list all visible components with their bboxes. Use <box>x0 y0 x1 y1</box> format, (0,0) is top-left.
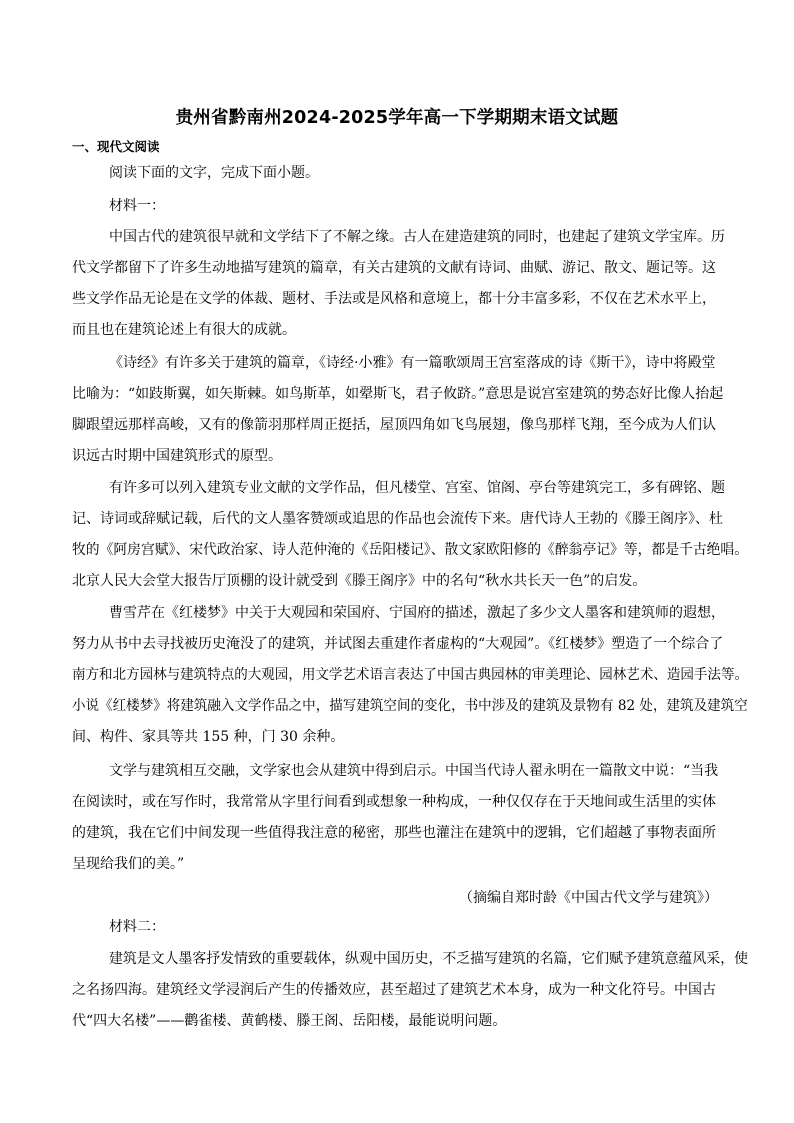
text-line: 小说《红楼梦》将建筑融入文学作品之中，描写建筑空间的变化，书中涉及的建筑及景物有 82 处，建筑及建筑空 <box>72 698 748 714</box>
instruction-line: 阅读下面的文字，完成下面小题。 <box>109 165 319 181</box>
text-line: 的建筑，我在它们中间发现一些值得我注意的秘密，那些也灌注在建筑中的逻辑，它们超越了事物表面所 <box>72 825 716 841</box>
text-line: 中国古代的建筑很早就和文学结下了不解之缘。古人在建造建筑的同时，也建起了建筑文学宝库。历 <box>109 229 725 245</box>
text-line: 在阅读时，或在写作时，我常常从字里行间看到或想象一种构成，一种仅仅存在于天地间或生活里的实体 <box>72 794 716 810</box>
text-line: 努力从书中去寻找被历史淹没了的建筑，并试图去重建作者虚构的“大观园”。《红楼梦》塑造了一个综合了 <box>72 636 724 652</box>
text-line: 代文学都留下了许多生动地描写建筑的篇章，有关古建筑的文献有诗词、曲赋、游记、散文、题记等。这 <box>72 260 716 276</box>
text-line: 代“四大名楼”——鹳雀楼、黄鹤楼、滕王阁、岳阳楼，最能说明问题。 <box>72 1013 507 1029</box>
source-citation: （摘编自郑时龄《中国古代文学与建筑》） <box>459 890 718 906</box>
text-line: 南方和北方园林与建筑特点的大观园，用文学艺术语言表达了中国古典园林的审美理论、园林艺术、造园手法等。 <box>72 667 748 683</box>
page-title: 贵州省黔南州2024-2025学年高一下学期期末语文试题 <box>175 108 619 128</box>
text-line: 脚跟望远那样高峻，又有的像箭羽那样周正挺括，屋顶四角如飞鸟展翅，像鸟那样飞翔，至今成为人们认 <box>72 417 716 433</box>
section-heading: 一、现代文阅读 <box>72 139 160 154</box>
text-line: 文学与建筑相互交融，文学家也会从建筑中得到启示。中国当代诗人翟永明在一篇散文中说：“当我 <box>109 763 719 779</box>
text-line: 《诗经》有许多关于建筑的篇章，《诗经·小雅》有一篇歌颂周王宫室落成的诗《斯干》，诗中将殿堂 <box>109 355 716 371</box>
text-line: 记、诗词或辞赋记载，后代的文人墨客赞颂或追思的作品也会流传下来。唐代诗人王勃的《滕王阁序》、杜 <box>72 511 723 527</box>
text-line: 呈现给我们的美。” <box>72 856 185 872</box>
text-line: 比喻为：“如跂斯翼，如矢斯棘。如鸟斯革，如翚斯飞，君子攸跻。”意思是说宫室建筑的势态好比像人抬起 <box>72 386 724 402</box>
text-line: 些文学作品无论是在文学的体裁、题材、手法或是风格和意境上，都十分丰富多彩，不仅在艺术水平上， <box>72 291 716 307</box>
material2-label: 材料二： <box>109 919 165 935</box>
text-line: 识远古时期中国建筑形式的原型。 <box>72 448 282 464</box>
text-line: 而且也在建筑论述上有很大的成就。 <box>72 322 296 338</box>
text-line: 北京人民大会堂大报告厅顶棚的设计就受到《滕王阁序》中的名句“秋水共长天一色”的启发。 <box>72 573 647 589</box>
text-line: 有许多可以列入建筑专业文献的文学作品，但凡楼堂、宫室、馆阁、亭台等建筑完工，多有碑铭、题 <box>109 480 725 496</box>
text-line: 曹雪芹在《红楼梦》中关于大观园和荣国府、宁国府的描述，激起了多少文人墨客和建筑师的遐想， <box>109 605 725 621</box>
material1-label: 材料一： <box>109 198 165 214</box>
text-line: 之名扬四海。建筑经文学浸润后产生的传播效应，甚至超过了建筑艺术本身，成为一种文化符号。中国古 <box>72 982 716 998</box>
text-line: 牧的《阿房宫赋》、宋代政治家、诗人范仲淹的《岳阳楼记》、散文家欧阳修的《醉翁亭记》等，都是千古绝唱。 <box>72 542 748 558</box>
text-line: 建筑是文人墨客抒发情致的重要载体，纵观中国历史，不乏描写建筑的名篇，它们赋予建筑意蕴风采，使 <box>109 951 748 967</box>
text-line: 间、构件、家具等共 155 种，门 30 余种。 <box>72 729 345 745</box>
